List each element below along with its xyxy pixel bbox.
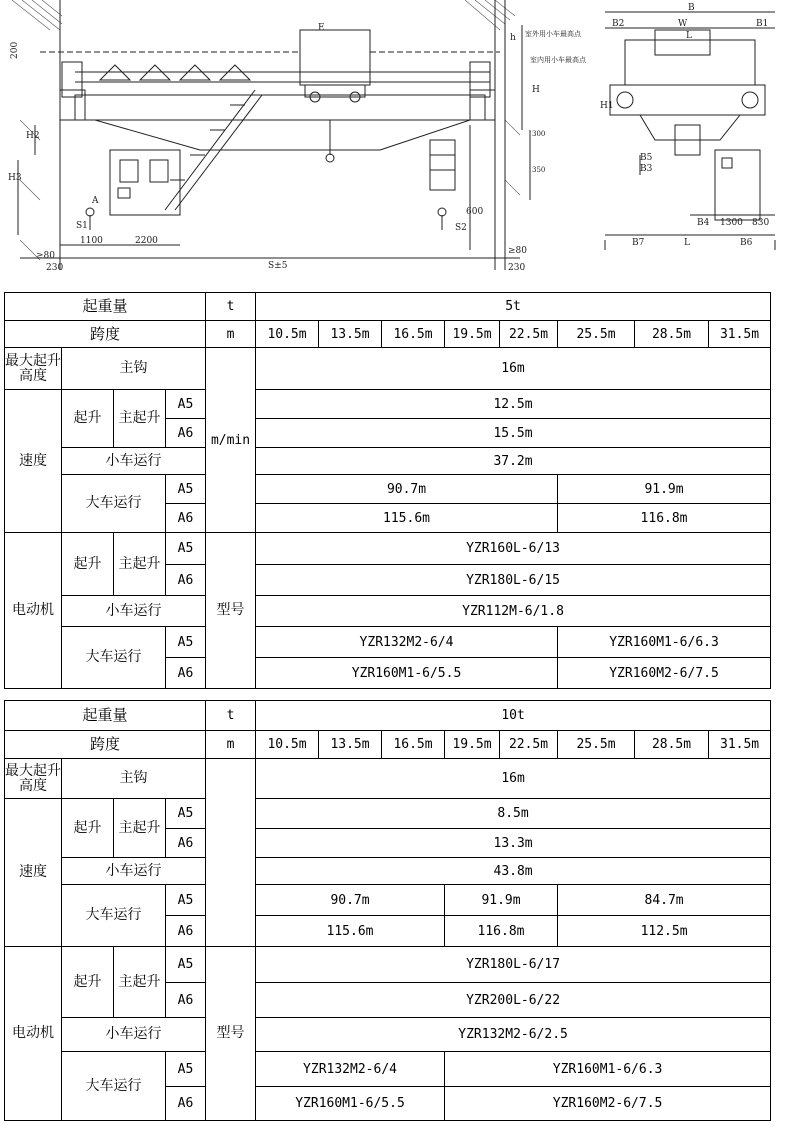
h-label: H: [532, 85, 540, 95]
capacity-unit: t: [206, 701, 256, 731]
b3-label: B3: [640, 164, 653, 174]
dim-350-label: 350: [532, 166, 546, 174]
ge80-right-label: ≥80: [508, 246, 527, 256]
travel-speed-a6: 115.6m: [256, 916, 445, 947]
h-small-label: h: [510, 33, 516, 43]
spec-table-5t: [4, 292, 771, 689]
class-a6: A6: [166, 658, 206, 689]
a-label: A: [92, 196, 99, 206]
motor-travel-a5: YZR160M1-6/6.3: [445, 1052, 771, 1087]
span-cell: 31.5m: [709, 731, 771, 759]
b1-label: B1: [756, 19, 769, 29]
class-a5: A5: [166, 947, 206, 983]
travel-speed-a5: 91.9m: [445, 885, 558, 916]
span-cell: 10.5m: [256, 321, 319, 348]
motor-trolley: YZR132M2-6/2.5: [256, 1018, 771, 1052]
dim-1300-label: 1300: [720, 218, 743, 228]
capacity-value: 5t: [256, 293, 771, 321]
b2-label: B2: [612, 19, 625, 29]
motor-hoist-a6: YZR200L-6/22: [256, 983, 771, 1018]
class-a5: A5: [166, 885, 206, 916]
speed-unit-blank: [206, 759, 256, 947]
motor-hoist-a5: YZR160L-6/13: [256, 533, 771, 565]
trolley-label: 小车运行: [62, 1018, 206, 1052]
dim-1100-label: 1100: [80, 236, 103, 246]
hoist-label: 起升: [62, 799, 114, 858]
crane-travel-label: 大车运行: [62, 885, 166, 947]
span-cell: 16.5m: [382, 321, 445, 348]
class-a5: A5: [166, 627, 206, 658]
dim-2200-label: 2200: [135, 236, 158, 246]
crane-travel-label: 大车运行: [62, 627, 166, 689]
hoist-label: 起升: [62, 947, 114, 1018]
travel-speed-a5: 84.7m: [558, 885, 771, 916]
max-lift-label: 最大起升高度: [5, 348, 62, 390]
s2-label: S2: [455, 223, 467, 233]
span-label: 跨度: [5, 321, 206, 348]
span-cell: 31.5m: [709, 321, 771, 348]
s1-label: S1: [76, 221, 88, 231]
span-cell: 19.5m: [445, 321, 500, 348]
span-cell: 13.5m: [319, 731, 382, 759]
hoist-speed-a5: 8.5m: [256, 799, 771, 829]
model-label: 型号: [206, 947, 256, 1121]
class-a6: A6: [166, 829, 206, 858]
crane-drawing: [0, 0, 790, 282]
h1-label: H1: [600, 101, 614, 111]
trolley-label: 小车运行: [62, 858, 206, 885]
main-hoist-label: 主起升: [114, 799, 166, 858]
ge80-left-label: ≥80: [36, 251, 55, 261]
dim-200-label: 200: [10, 41, 20, 59]
span-unit: m: [206, 731, 256, 759]
outdoor-note: 室外用小车最高点: [525, 30, 581, 38]
b-label: B: [688, 3, 695, 13]
l-top-label: L: [686, 31, 692, 41]
dim-600-label: 600: [466, 207, 484, 217]
dim-830-label: 830: [752, 218, 770, 228]
dim-300-label: 300: [532, 130, 546, 138]
trolley-speed: 37.2m: [256, 448, 771, 475]
max-lift-label: 最大起升高度: [5, 759, 62, 799]
travel-speed-a6: 112.5m: [558, 916, 771, 947]
span-label: 跨度: [5, 731, 206, 759]
motor-trolley: YZR112M-6/1.8: [256, 596, 771, 627]
travel-speed-a5: 90.7m: [256, 885, 445, 916]
max-lift-value: 16m: [256, 759, 771, 799]
max-lift-value: 16m: [256, 348, 771, 390]
left-wall-hatching: [12, 0, 62, 260]
motor-hoist-a6: YZR180L-6/15: [256, 565, 771, 596]
l-bottom-label: L: [684, 238, 690, 248]
travel-speed-a6: 116.8m: [558, 504, 771, 533]
motor-travel-a5: YZR132M2-6/4: [256, 627, 558, 658]
class-a6: A6: [166, 565, 206, 596]
span-cell: 28.5m: [635, 321, 709, 348]
capacity-label: 起重量: [5, 293, 206, 321]
class-a6: A6: [166, 916, 206, 947]
span-label: S±5: [268, 261, 288, 271]
span-cell: 22.5m: [500, 731, 558, 759]
motor-travel-a6: YZR160M1-6/5.5: [256, 658, 558, 689]
e-label: E: [318, 23, 325, 33]
class-a6: A6: [166, 983, 206, 1018]
class-a6: A6: [166, 419, 206, 448]
b5-label: B5: [640, 153, 653, 163]
trolley-label: 小车运行: [62, 596, 206, 627]
b6-label: B6: [740, 238, 753, 248]
motor-travel-a6: YZR160M2-6/7.5: [558, 658, 771, 689]
main-hook-label: 主钩: [62, 348, 206, 390]
h2-label: H2: [26, 131, 40, 141]
span-cell: 25.5m: [558, 321, 635, 348]
main-hook-label: 主钩: [62, 759, 206, 799]
speed-unit: m/min: [206, 348, 256, 533]
hoist-label: 起升: [62, 390, 114, 448]
hoist-label: 起升: [62, 533, 114, 596]
class-a5: A5: [166, 1052, 206, 1087]
trolley-label: 小车运行: [62, 448, 206, 475]
class-a6: A6: [166, 1087, 206, 1121]
speed-label: 速度: [5, 799, 62, 947]
w-label: W: [678, 19, 688, 29]
class-a5: A5: [166, 475, 206, 504]
hoist-speed-a6: 13.3m: [256, 829, 771, 858]
class-a6: A6: [166, 504, 206, 533]
span-cell: 19.5m: [445, 731, 500, 759]
class-a5: A5: [166, 533, 206, 565]
spec-table-10t: [4, 700, 771, 1121]
span-cell: 16.5m: [382, 731, 445, 759]
main-hoist-label: 主起升: [114, 390, 166, 448]
motor-travel-a6: YZR160M2-6/7.5: [445, 1087, 771, 1121]
motor-travel-a5: YZR160M1-6/6.3: [558, 627, 771, 658]
hoist-speed-a5: 12.5m: [256, 390, 771, 419]
b7-label: B7: [632, 238, 645, 248]
travel-speed-a5: 90.7m: [256, 475, 558, 504]
indoor-note: 室内用小车最高点: [530, 56, 586, 64]
b4-label: B4: [697, 218, 710, 228]
travel-speed-a6: 115.6m: [256, 504, 558, 533]
travel-speed-a6: 116.8m: [445, 916, 558, 947]
capacity-value: 10t: [256, 701, 771, 731]
speed-label: 速度: [5, 390, 62, 533]
dim-230-right-label: 230: [508, 263, 526, 273]
span-cell: 28.5m: [635, 731, 709, 759]
capacity-label: 起重量: [5, 701, 206, 731]
motor-label: 电动机: [5, 947, 62, 1121]
motor-travel-a5: YZR132M2-6/4: [256, 1052, 445, 1087]
main-hoist-label: 主起升: [114, 533, 166, 596]
span-cell: 25.5m: [558, 731, 635, 759]
span-cell: 22.5m: [500, 321, 558, 348]
motor-hoist-a5: YZR180L-6/17: [256, 947, 771, 983]
motor-label: 电动机: [5, 533, 62, 689]
span-cell: 10.5m: [256, 731, 319, 759]
dim-230-left-label: 230: [46, 263, 64, 273]
span-cell: 13.5m: [319, 321, 382, 348]
travel-speed-a5: 91.9m: [558, 475, 771, 504]
motor-travel-a6: YZR160M1-6/5.5: [256, 1087, 445, 1121]
class-a5: A5: [166, 799, 206, 829]
model-label: 型号: [206, 533, 256, 689]
trolley-speed: 43.8m: [256, 858, 771, 885]
crane-travel-label: 大车运行: [62, 1052, 166, 1121]
h3-label: H3: [8, 173, 22, 183]
hoist-speed-a6: 15.5m: [256, 419, 771, 448]
class-a5: A5: [166, 390, 206, 419]
capacity-unit: t: [206, 293, 256, 321]
main-hoist-label: 主起升: [114, 947, 166, 1018]
span-unit: m: [206, 321, 256, 348]
crane-travel-label: 大车运行: [62, 475, 166, 533]
